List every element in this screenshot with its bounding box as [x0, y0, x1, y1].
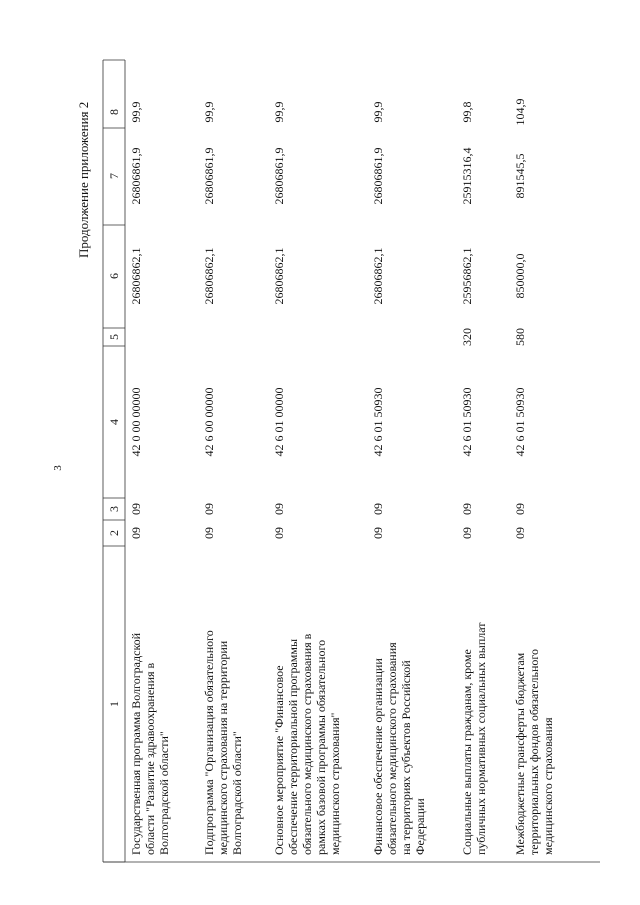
row-6-c3: 09	[513, 503, 527, 515]
row-1-c3: 09	[129, 503, 143, 515]
row-1-c4: 42 0 00 00000	[129, 387, 143, 457]
row-3-name-line: медицинского страхования"	[328, 712, 342, 855]
column-header-3: 3	[107, 506, 121, 512]
row-4-name-line: Федерации	[413, 798, 427, 855]
row-6-c8: 104,9	[513, 98, 527, 126]
column-header-5: 5	[107, 334, 121, 340]
row-2-c2: 09	[202, 527, 216, 539]
row-1-c8: 99,9	[129, 101, 143, 123]
column-header-6: 6	[107, 273, 121, 279]
row-3-c6: 26806862,1	[272, 247, 286, 305]
row-6-c7: 891545,5	[513, 153, 527, 199]
row-3-name-line: Основное мероприятие "Финансовое	[272, 665, 286, 855]
row-4-c8: 99,9	[371, 101, 385, 123]
row-5-c2: 09	[460, 527, 474, 539]
row-2-c4: 42 6 00 00000	[202, 387, 216, 457]
row-2-c8: 99,9	[202, 101, 216, 123]
row-6-c6: 850000,0	[513, 253, 527, 299]
row-2-name-line: Подпрограмма "Организация обязательного	[202, 630, 216, 855]
row-4-c2: 09	[371, 527, 385, 539]
row-6-c5: 580	[513, 328, 527, 346]
column-header-4: 4	[107, 419, 121, 425]
row-5-name-line: Социальные выплаты гражданам, кроме	[460, 649, 474, 855]
row-1-name-line: области "Развитие здравоохранения в	[143, 662, 157, 855]
row-6-c2: 09	[513, 527, 527, 539]
page-number: 3	[52, 465, 64, 471]
row-5-c7: 25915316,4	[460, 147, 474, 205]
row-3-name-line: обеспечение территориальной программы	[286, 638, 300, 855]
row-5-c5: 320	[460, 328, 474, 346]
column-header-7: 7	[107, 173, 121, 179]
column-header-8: 8	[107, 109, 121, 115]
column-header-2: 2	[107, 530, 121, 536]
column-header-1: 1	[107, 701, 121, 707]
row-5-c8: 99,8	[460, 101, 474, 123]
row-3-name-line: обязательного медицинского страхования в	[300, 633, 314, 855]
row-1-c7: 26806861,9	[129, 147, 143, 205]
row-5-c3: 09	[460, 503, 474, 515]
row-5-name-line: публичных нормативных социальных выплат	[474, 622, 488, 855]
row-3-name-line: рамках базовой программы обязательного	[314, 639, 328, 855]
row-2-name-line: Волгоградской области"	[230, 731, 244, 855]
continuation-label: Продолжение приложения 2	[76, 101, 91, 258]
row-2-c3: 09	[202, 503, 216, 515]
row-4-c4: 42 6 01 50930	[371, 387, 385, 457]
row-6-name-line: территориальных фондов обязательного	[527, 648, 541, 855]
row-1-c6: 26806862,1	[129, 247, 143, 305]
row-2-c6: 26806862,1	[202, 247, 216, 305]
row-3-c4: 42 6 01 00000	[272, 387, 286, 457]
row-4-c3: 09	[371, 503, 385, 515]
row-4-name-line: Финансовое обеспечение организации	[371, 658, 385, 855]
row-3-c7: 26806861,9	[272, 147, 286, 205]
row-3-c3: 09	[272, 503, 286, 515]
row-1-c2: 09	[129, 527, 143, 539]
row-3-c2: 09	[272, 527, 286, 539]
row-2-name-line: медицинского страхования на территории	[216, 640, 230, 855]
row-4-name-line: обязательного медицинского страхования	[385, 642, 399, 855]
row-1-name-line: Государственная программа Волгоградской	[129, 632, 143, 855]
row-4-name-line: на территориях субъектов Российской	[399, 660, 413, 855]
row-2-c7: 26806861,9	[202, 147, 216, 205]
row-1-name-line: Волгоградской области"	[157, 731, 171, 855]
row-5-c6: 25956862,1	[460, 247, 474, 305]
row-6-name-line: Межбюджетные трансферты бюджетам	[513, 652, 527, 855]
row-6-c4: 42 6 01 50930	[513, 387, 527, 457]
row-3-c8: 99,9	[272, 101, 286, 123]
row-6-name-line: медицинского страхования	[541, 717, 555, 855]
row-5-c4: 42 6 01 50930	[460, 387, 474, 457]
row-4-c6: 26806862,1	[371, 247, 385, 305]
row-4-c7: 26806861,9	[371, 147, 385, 205]
